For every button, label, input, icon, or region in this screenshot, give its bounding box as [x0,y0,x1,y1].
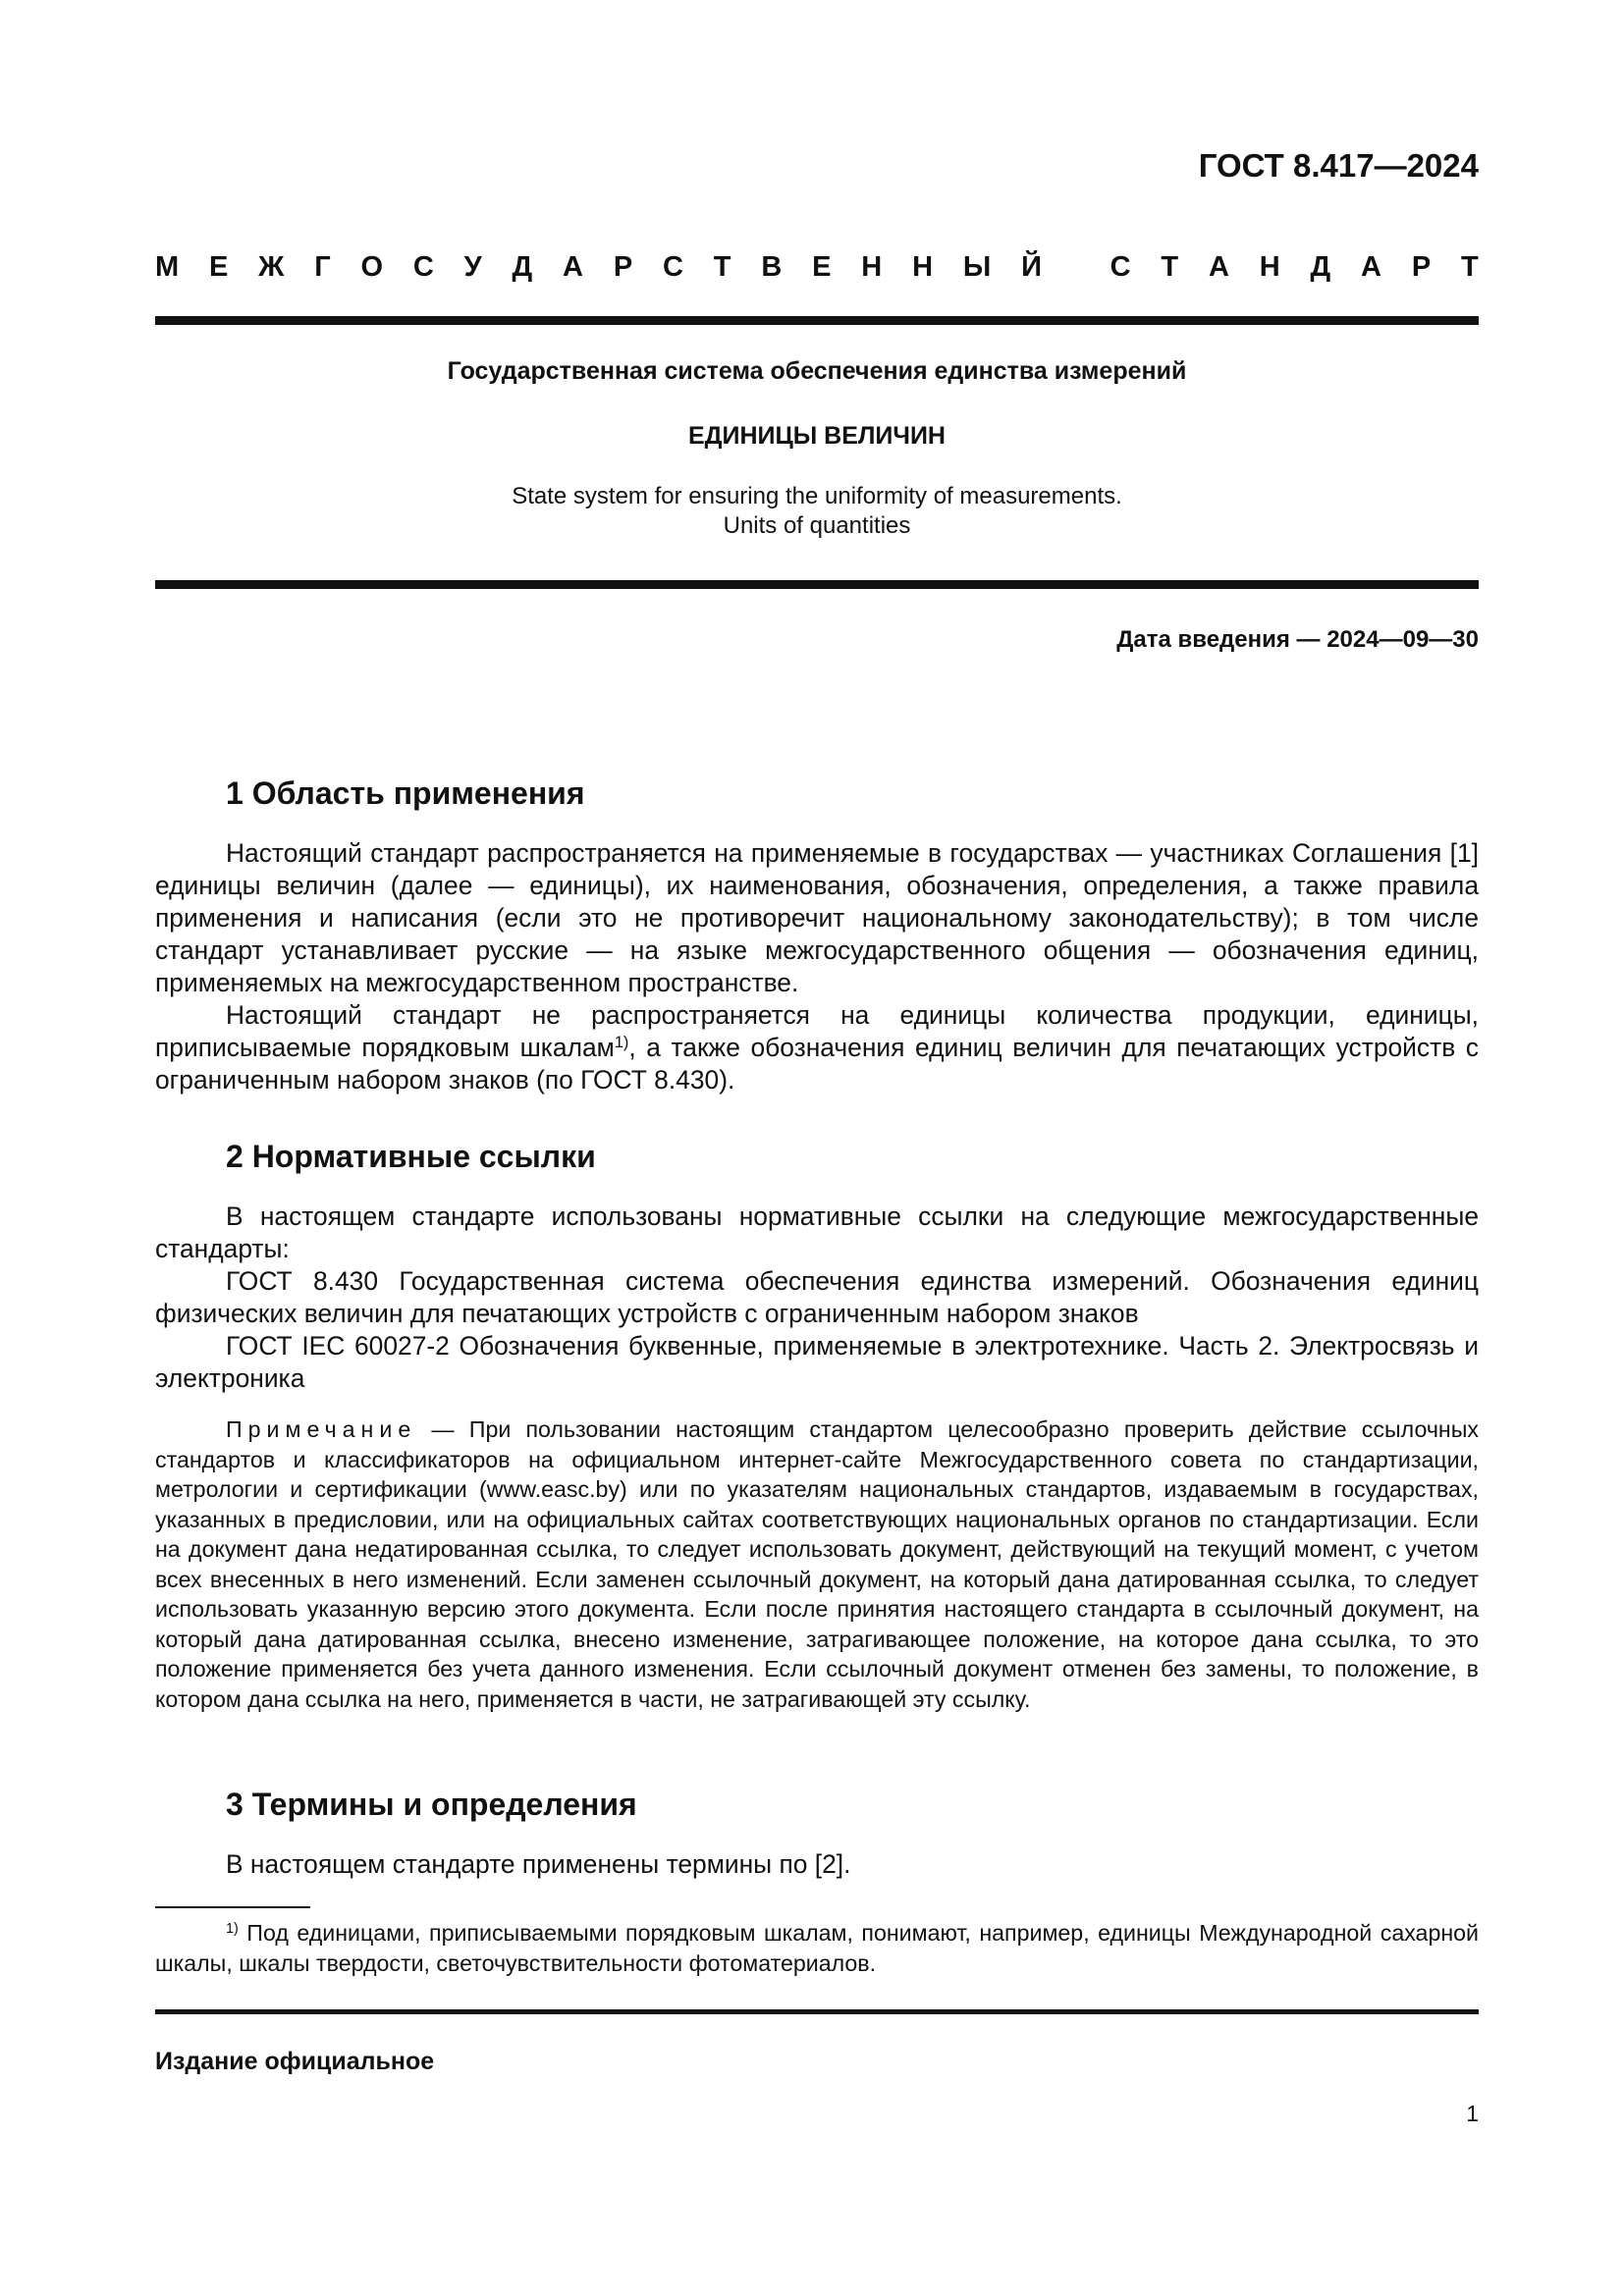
standard-type-letter: В [761,251,783,283]
note-label: Примечание [226,1416,417,1442]
standard-type-letter: Н [912,251,934,283]
section-body-terms [155,1848,1479,1881]
english-title-line-1: State system for ensuring the uniformity of measurements. [512,483,1122,509]
system-title: Государственная система обеспечения единства измерений [447,357,1187,385]
standard-type-letter: Т [713,251,731,283]
footnote-marker: 1) [226,1921,239,1938]
standard-type-letter: Й [1021,251,1042,283]
standard-designation: ГОСТ 8.417—2024 [1198,147,1479,184]
paragraph-text: , а также обозначения единиц величин для печатающих устройств с ограниченным набором знаков (по ГОСТ 8.430). [155,1033,1479,1095]
standard-type-letter: О [360,251,384,283]
paragraph: В настоящем стандарте применены термины по [2]. [226,1849,851,1879]
standard-type-letter: Ы [962,251,992,283]
note-body: — При пользовании настоящим стандартом целесообразно проверить действие ссылочных стандартов и классификаторов на официальном интернет-сайте Межгосударственного совета по стандартизации, метрологии и сертификации (www.easc.by) или по указателям национальных стандартов, издаваемым в государствах, указанных в предисловии, или на официальных сайтах соответствующих национальных органов по стандартизации. Если на документ дана недатированная ссылка, то следует использовать документ, действующий на текущий момент, с учетом всех внесенных в него изменений. Если заменен ссылочный документ, на который дана датированная ссылка, то следует использовать указанную версию этого документа. Если после принятия настоящего стандарта в ссылочный документ, на который дана датированная ссылка, внесено изменение, затрагивающее положение, на которое дана ссылка, то это положение применяется без учета данного изменения. Если ссылочный документ отменен без замены, то положение, в котором дана ссылка на него, применяется в части, не затрагивающей эту ссылку. [155,1416,1479,1712]
standard-type-letter: Н [1259,251,1280,283]
standard-type-letter: С [412,251,434,283]
document-title: ЕДИНИЦЫ ВЕЛИЧИН [688,422,946,450]
standard-type-letter: Г [314,251,331,283]
paragraph: Настоящий стандарт распространяется на применяемые в государствах — участниках Соглашения [1] единицы величин (далее — единицы), их наименования, обозначения, определения, а также правила применения и написания (если это не противоречит национальному законодательству); в том числе стандарт устанавливает русские — на языке межгосударственного общения — обозначения единиц, применяемых на межгосударственном пространстве. [155,838,1479,997]
section-body-scope [155,837,1479,1096]
note [155,1415,1479,1714]
section-body-normative-references [155,1201,1479,1395]
standard-type-letter: Р [613,251,633,283]
standard-type-letter: М [155,251,180,283]
standard-type-letter: Ж [258,251,285,283]
reference-item: ГОСТ IEC 60027-2 Обозначения буквенные, применяемые в электротехнике. Часть 2. Электросвязь и электроника [155,1331,1479,1393]
standard-type-letter: У [463,251,482,283]
standard-type-letter: С [1110,251,1131,283]
standard-type-letter: Д [512,251,533,283]
footer-divider [155,2009,1479,2014]
section-heading-scope: 1 Область применения [226,775,585,811]
standard-type-letter: С [663,251,683,283]
section-heading-terms: 3 Термины и определения [226,1787,637,1822]
standard-type-letter: А [563,251,583,283]
footnote-text: Под единицами, приписываемыми порядковым шкалам, понимают, например, единицы Международной сахарной шкалы, шкалы твердости, светочувствительности фотоматериалов. [155,1920,1479,1976]
standard-type-letter: Е [812,251,832,283]
title-divider [155,580,1479,589]
standard-type-letter: Е [209,251,229,283]
footnote-reference: 1) [614,1034,629,1051]
standard-type-letter: Т [1460,251,1479,283]
footnote-divider [155,1906,310,1908]
english-title-line-2: Units of quantities [723,512,911,539]
top-divider [155,316,1479,325]
paragraph [155,999,1479,1096]
edition-label: Издание официальное [155,2048,435,2075]
footnote [155,1918,1479,1978]
paragraph-text: Настоящий стандарт не распространяется на единицы количества продукции, единицы, приписываемые порядковым шкалам [155,1000,1479,1062]
section-heading-normative-references: 2 Нормативные ссылки [226,1139,596,1174]
effective-date: Дата введения — 2024—09—30 [1116,626,1479,653]
standard-type-letter: Р [1411,251,1432,283]
page-number: 1 [1466,2101,1479,2126]
standard-type-letter: Н [861,251,883,283]
standard-type-banner [155,251,1479,284]
standard-type-letter: Д [1310,251,1331,283]
standard-type-letter: А [1208,251,1229,283]
standard-type-letter: Т [1161,251,1179,283]
standard-type-letter: А [1361,251,1381,283]
paragraph: В настоящем стандарте использованы нормативные ссылки на следующие межгосударственные стандарты: [155,1201,1479,1263]
standard-type-letter [1072,251,1080,284]
reference-item: ГОСТ 8.430 Государственная система обеспечения единства измерений. Обозначения единиц физических величин для печатающих устройств с ограниченным набором знаков [155,1266,1479,1328]
